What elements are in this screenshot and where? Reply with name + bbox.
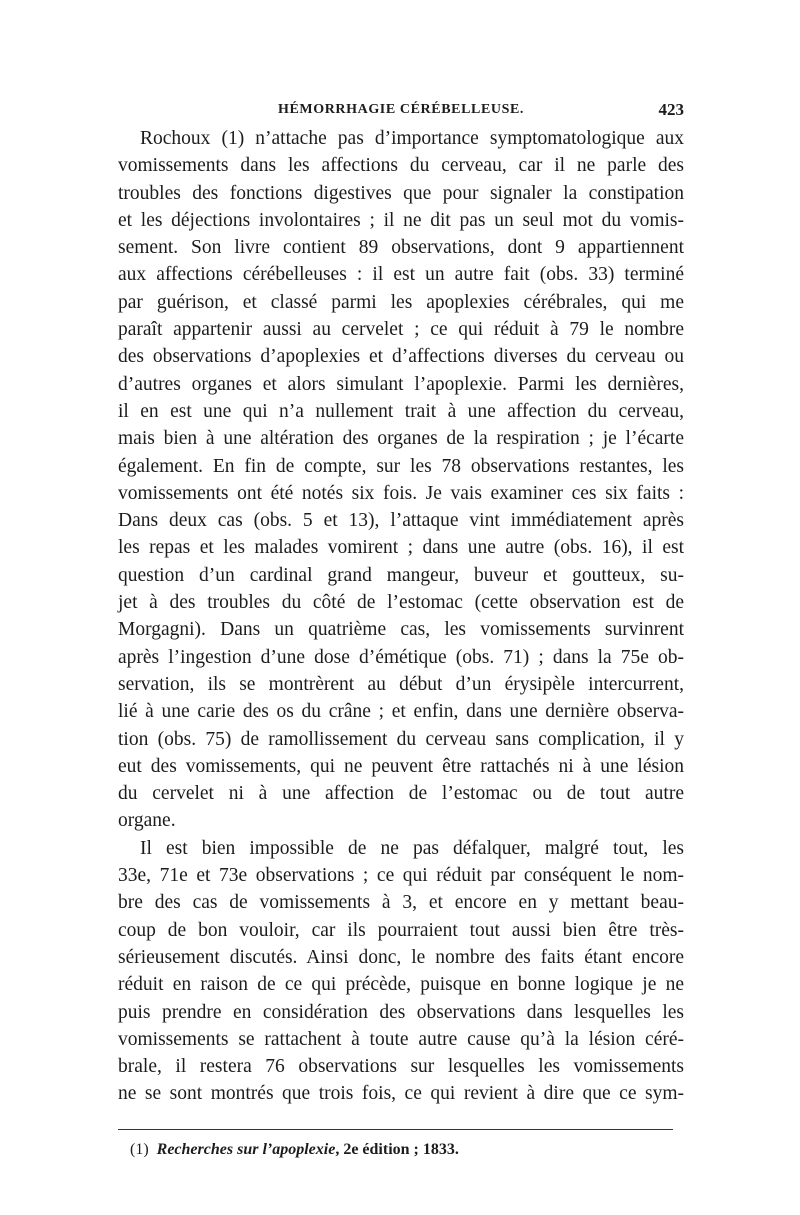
- footnote-mark: (1): [130, 1141, 149, 1158]
- text-line: vomissements ont été notés six fois. Je vais examiner ces six faits :: [118, 482, 684, 504]
- text-line: question d’un cardinal grand mangeur, buveur et goutteux, su-: [118, 564, 684, 586]
- footnote: [130, 1139, 459, 1161]
- text-line: réduit en raison de ce qui précède, puisque en bonne logique je ne: [118, 974, 684, 996]
- text-line: des observations d’apoplexies et d’affections diverses du cerveau ou: [118, 346, 684, 368]
- text-line: par guérison, et classé parmi les apoplexies cérébrales, qui me: [118, 291, 684, 313]
- text-line: coup de bon vouloir, car ils pourraient tout aussi bien être très-: [118, 919, 684, 941]
- text-line: jet à des troubles du côté de l’estomac (cette observation est de: [118, 592, 684, 614]
- text-line: ne se sont montrés que trois fois, ce qui revient à dire que ce sym-: [118, 1083, 684, 1105]
- text-line: mais bien à une altération des organes de la respiration ; je l’écarte: [118, 428, 684, 450]
- text-line: vomissements se rattachent à toute autre cause qu’à la lésion céré-: [118, 1028, 684, 1050]
- text-line: et les déjections involontaires ; il ne dit pas un seul mot du vomis-: [118, 209, 684, 231]
- footnote-rule: [118, 1129, 673, 1130]
- footnote-title: Recherches sur l’apoplexie: [156, 1141, 336, 1158]
- footnote-rest: , 2e édition ; 1833.: [335, 1141, 459, 1158]
- text-line: brale, il restera 76 observations sur lesquelles les vomissements: [118, 1056, 684, 1078]
- text-line: Morgagni). Dans un quatrième cas, les vomissements survinrent: [118, 619, 684, 641]
- text-line: paraît appartenir aussi au cervelet ; ce qui réduit à 79 le nombre: [118, 319, 684, 341]
- text-line: Dans deux cas (obs. 5 et 13), l’attaque vint immédiatement après: [118, 510, 684, 532]
- text-line: troubles des fonctions digestives que pour signaler la constipation: [118, 182, 684, 204]
- text-line: eut des vomissements, qui ne peuvent être rattachés ni à une lésion: [118, 755, 684, 777]
- text-line: il en est une qui n’a nullement trait à une affection du cerveau,: [118, 400, 684, 422]
- text-line: 33e, 71e et 73e observations ; ce qui réduit par conséquent le nom-: [118, 865, 684, 887]
- text-line: vomissements dans les affections du cerveau, car il ne parle des: [118, 155, 684, 177]
- text-line: lié à une carie des os du crâne ; et enfin, dans une dernière observa-: [118, 701, 684, 723]
- text-line: sement. Son livre contient 89 observations, dont 9 appartiennent: [118, 237, 684, 259]
- text-line: également. En fin de compte, sur les 78 observations restantes, les: [118, 455, 684, 477]
- text-line: d’autres organes et alors simulant l’apoplexie. Parmi les dernières,: [118, 373, 684, 395]
- text-line: aux affections cérébelleuses : il est un autre fait (obs. 33) terminé: [118, 264, 684, 286]
- text-line: servation, ils se montrèrent au début d’un érysipèle intercurrent,: [118, 673, 684, 695]
- page-number: 423: [658, 100, 684, 119]
- running-head: [118, 100, 684, 122]
- text-line: tion (obs. 75) de ramollissement du cerveau sans complication, il y: [118, 728, 684, 750]
- body-text: [118, 125, 684, 1108]
- text-line: Rochoux (1) n’attache pas d’importance symptomatologique aux: [140, 128, 684, 149]
- text-line: les repas et les malades vomirent ; dans une autre (obs. 16), il est: [118, 537, 684, 559]
- text-line: puis prendre en considération des observations dans lesquelles les: [118, 1001, 684, 1023]
- text-line: du cervelet ni à une affection de l’estomac ou de tout autre: [118, 783, 684, 805]
- running-title: HÉMORRHAGIE CÉRÉBELLEUSE.: [277, 102, 525, 117]
- text-line: Il est bien impossible de ne pas défalquer, malgré tout, les: [140, 837, 684, 859]
- text-line: sérieusement discutés. Ainsi donc, le nombre des faits étant encore: [118, 946, 684, 968]
- text-line: après l’ingestion d’une dose d’émétique (obs. 71) ; dans la 75e ob-: [118, 646, 684, 668]
- text-line: bre des cas de vomissements à 3, et encore en y mettant beau-: [118, 892, 684, 914]
- text-line: organe.: [118, 810, 176, 832]
